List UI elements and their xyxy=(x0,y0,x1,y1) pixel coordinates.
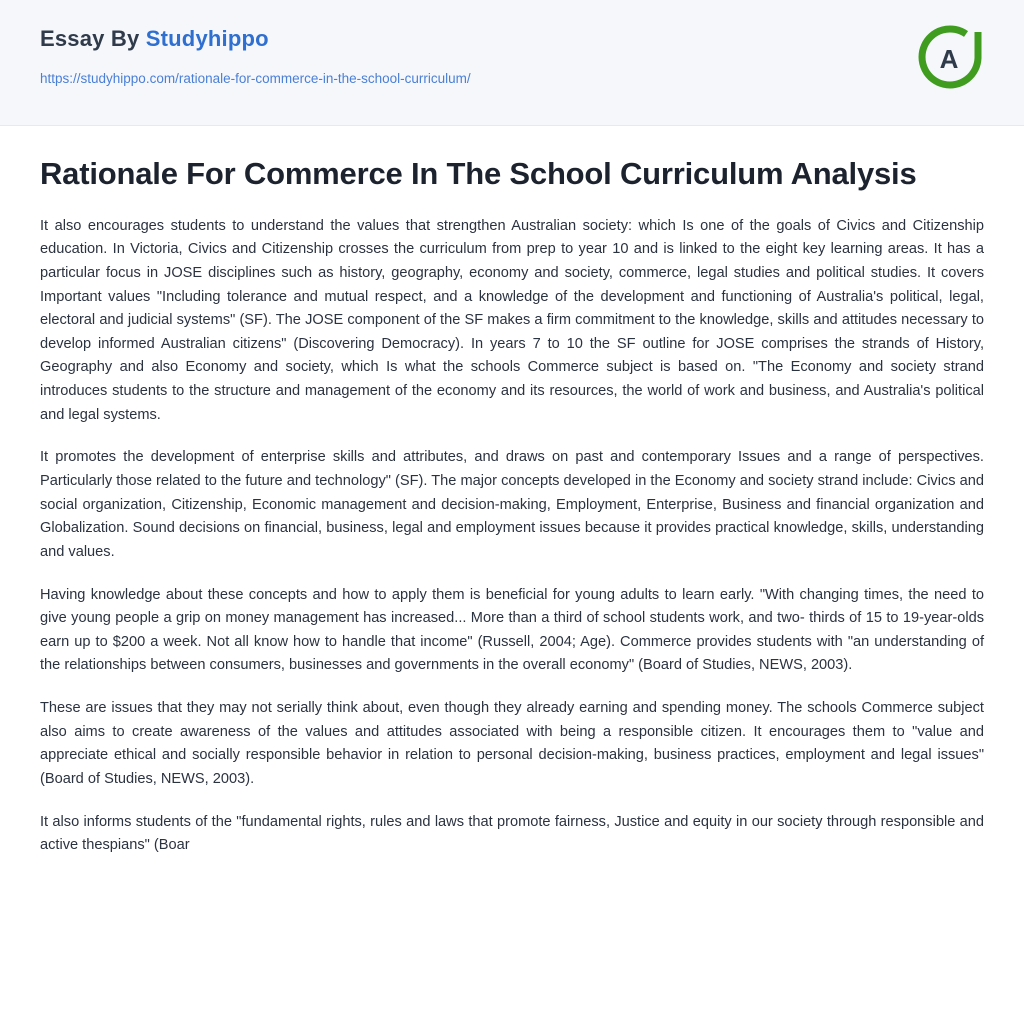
studyhippo-logo-icon xyxy=(914,22,986,94)
page-title: Rationale For Commerce In The School Curriculum Analysis xyxy=(40,156,917,191)
paragraph: Having knowledge about these concepts and how to apply them is beneficial for young adults to learn early. "With changing times, the need to give young people a grip on money management has increased... More than a third of school students work, and two- thirds of 15 to 19-year-olds earn up to $200 a week. Not all know how to handle that income" (Russell, 2004; Age). Commerce provides students with "an understanding of the relationships between consumers, businesses and governments in the overall economy" (Board of Studies, NEWS, 2003). xyxy=(40,586,984,674)
brand-name: Studyhippo xyxy=(145,26,269,51)
svg-text:A: A xyxy=(939,44,959,74)
source-url-link[interactable]: https://studyhippo.com/rationale-for-commerce-in-the-school-curriculum/ xyxy=(40,71,471,87)
site-header xyxy=(0,0,1024,126)
paragraph: It also informs students of the "fundamental rights, rules and laws that promote fairness, Justice and equity in our society through responsible and active thespians" (Boar xyxy=(40,813,984,854)
paragraph: These are issues that they may not serially think about, even though they already earning and spending money. The schools Commerce subject also aims to create awareness of the values and attitudes associated with being a responsible citizen. It encourages them to "value and appreciate ethical and socially responsible behavior in relation to personal decision-making, business practices, employment and legal issues" (Board of Studies, NEWS, 2003). xyxy=(40,700,984,788)
brand-title xyxy=(40,26,984,52)
paragraph: It promotes the development of enterprise skills and attributes, and draws on past and contemporary Issues and a range of perspectives. Particularly those related to the future and technology" (SF). The major concepts developed in the Economy and society strand include: Civics and social organization, Citizenship, Economic management and decision-making, Employment, Enterprise, Business and financial organization and Globalization. Sound decisions on financial, business, legal and employment issues because it provides practical knowledge, skills, understanding and values. xyxy=(40,449,984,560)
brand-prefix: Essay By xyxy=(40,26,146,51)
article-body xyxy=(0,126,1024,898)
paragraph: It also encourages students to understand the values that strengthen Australian society: which Is one of the goals of Civics and Citizenship education. In Victoria, Civics and Citizenship crosses the curriculum from prep to year 10 and is linked to the eight key learning areas. It has a particular focus in JOSE disciplines such as history, geography, economy and society, commerce, legal studies and political studies. It covers Important values "Including tolerance and mutual respect, and a knowledge of the development and functioning of Australia's political, legal, electoral and judicial systems" (SF). The JOSE component of the SF makes a firm commitment to the knowledge, skills and attitudes necessary to develop informed Australian citizens" (Discovering Democracy). In years 7 to 10 the SF outline for JOSE comprises the strands of History, Geography and also Economy and society, which Is what the schools Commerce subject is based on. "The Economy and society strand introduces students to the structure and management of the economy and its resources, the world of work and business, and Australia's political and legal systems. xyxy=(40,217,984,423)
